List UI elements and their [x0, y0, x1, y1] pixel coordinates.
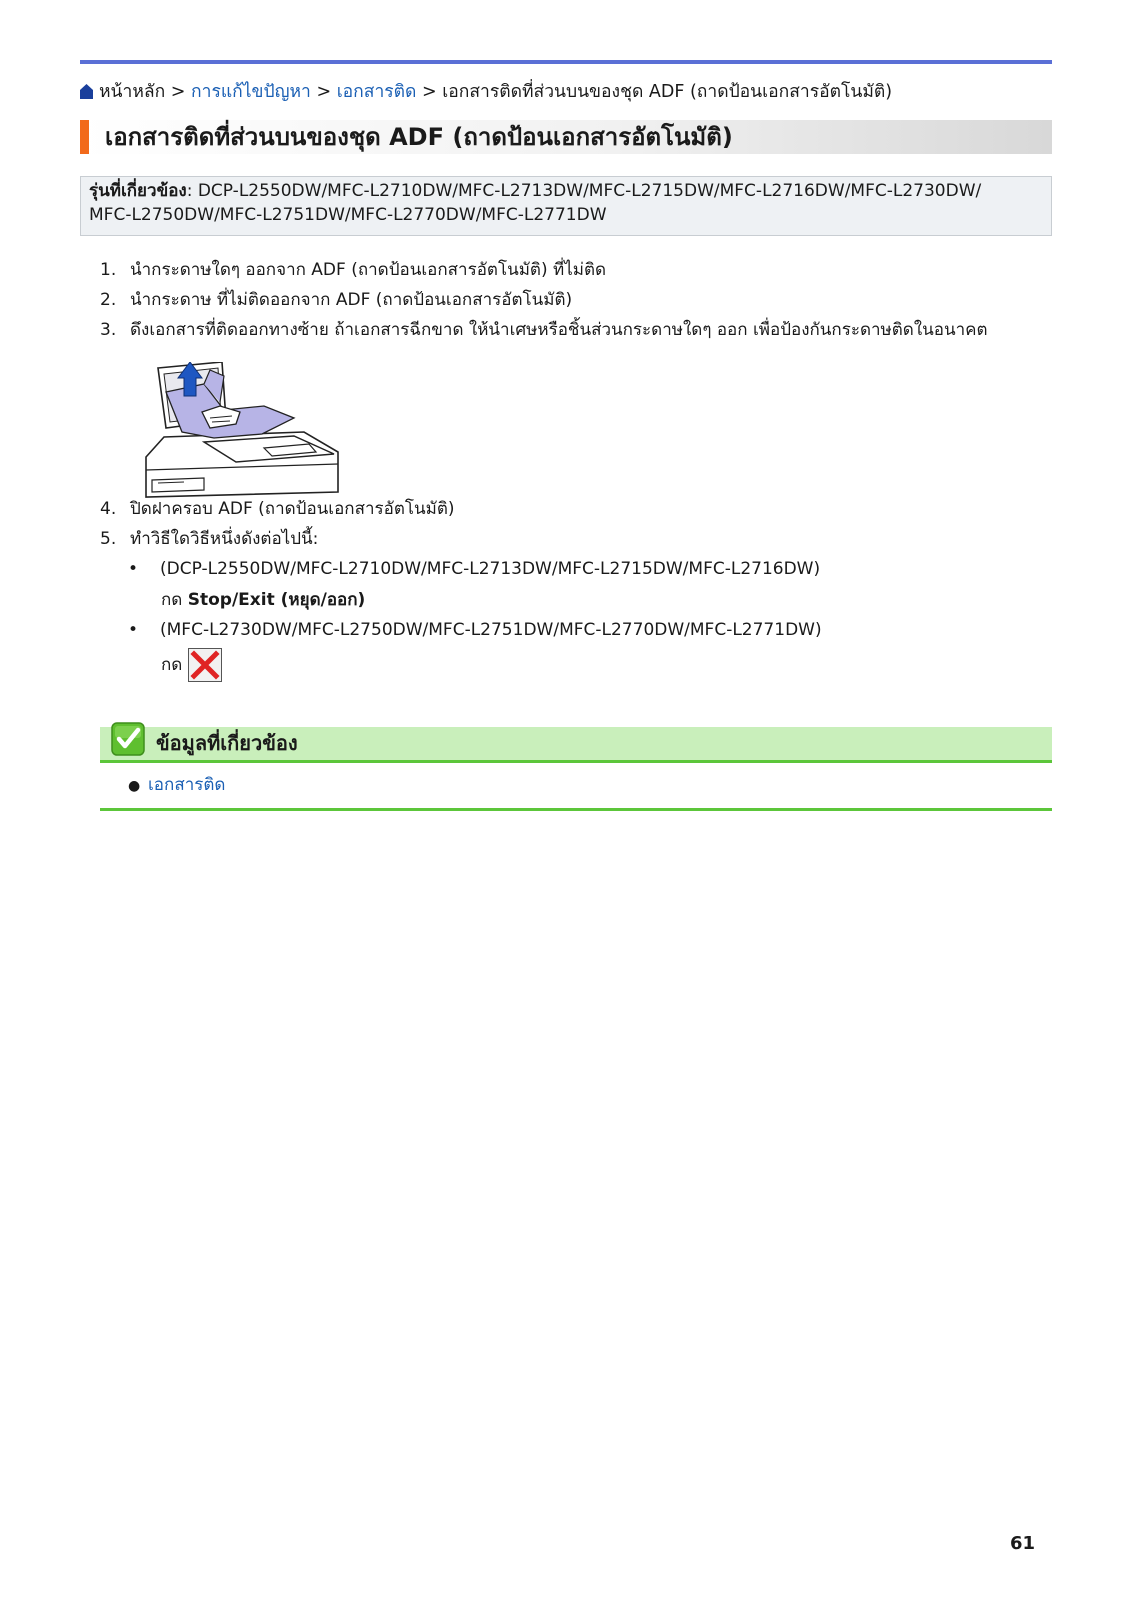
step-3 [100, 318, 988, 342]
bullet: • [128, 559, 139, 579]
option-1-instruction [161, 588, 365, 612]
home-icon[interactable] [80, 84, 93, 99]
step-text: นำกระดาษใดๆ ออกจาก ADF (ถาดป้อนเอกสารอัตโนมัติ) ที่ไม่ติด [130, 260, 607, 280]
step-text: ปิดฝาครอบ ADF (ถาดป้อนเอกสารอัตโนมัติ) [130, 499, 455, 519]
step-text: ดึงเอกสารที่ติดออกทางซ้าย ถ้าเอกสารฉีกขาด ให้นำเศษหรือชิ้นส่วนกระดาษใดๆ ออก เพื่อป้องกันกระดาษติดในอนาคต [130, 320, 988, 340]
option-models-text: (MFC-L2730DW/MFC-L2750DW/MFC-L2751DW/MFC-L2770DW/MFC-L2771DW) [160, 620, 822, 640]
related-link-document-jam[interactable]: เอกสารติด [148, 775, 226, 795]
models-colon: : [186, 181, 198, 201]
option-1-models [128, 557, 820, 581]
breadcrumb-separator: > [316, 82, 332, 102]
checkmark-icon [110, 721, 146, 757]
models-label: รุ่นที่เกี่ยวข้อง [89, 181, 187, 201]
step-number: 3. [100, 320, 117, 340]
step-2 [100, 288, 572, 312]
breadcrumb-current: เอกสารติดที่ส่วนบนของชุด ADF (ถาดป้อนเอกสารอัตโนมัติ) [442, 82, 893, 102]
step-1 [100, 258, 606, 282]
option-2-models [128, 618, 822, 642]
top-rule [80, 60, 1052, 64]
step-number: 1. [100, 260, 117, 280]
bullet: • [128, 620, 139, 640]
title-accent [80, 120, 89, 154]
step-number: 2. [100, 290, 117, 310]
stop-x-icon [188, 648, 222, 682]
page-title: เอกสารติดที่ส่วนบนของชุด ADF (ถาดป้อนเอกสารอัตโนมัติ) [105, 123, 733, 151]
step-5 [100, 527, 318, 551]
step-number: 5. [100, 529, 117, 549]
press-label: กด [161, 590, 183, 610]
related-models-box [80, 176, 1052, 236]
press-label: กด [161, 655, 183, 675]
related-link-item [128, 773, 225, 798]
step-text: ทำวิธีใดวิธีหนึ่งดังต่อไปนี้: [130, 529, 319, 549]
related-info-heading: ข้อมูลที่เกี่ยวข้อง [156, 731, 298, 755]
adf-jam-illustration [144, 362, 340, 502]
models-line-2: MFC-L2750DW/MFC-L2751DW/MFC-L2770DW/MFC-L2771DW [89, 205, 607, 225]
page-number: 61 [1010, 1533, 1036, 1554]
bottom-rule [100, 808, 1052, 811]
breadcrumb [80, 80, 1060, 104]
step-number: 4. [100, 499, 117, 519]
breadcrumb-separator: > [170, 82, 186, 102]
step-4 [100, 497, 455, 521]
bullet: ● [128, 778, 141, 794]
title-bar [80, 120, 1052, 154]
option-2-instruction [161, 648, 222, 682]
models-line-1: DCP-L2550DW/MFC-L2710DW/MFC-L2713DW/MFC-L2715DW/MFC-L2716DW/MFC-L2730DW/ [197, 181, 982, 201]
step-text: นำกระดาษ ที่ไม่ติดออกจาก ADF (ถาดป้อนเอกสารอัตโนมัติ) [130, 290, 573, 310]
breadcrumb-separator: > [422, 82, 437, 102]
breadcrumb-link-document-jam[interactable]: เอกสารติด [336, 82, 417, 102]
breadcrumb-home[interactable]: หน้าหลัก [99, 82, 166, 102]
option-models-text: (DCP-L2550DW/MFC-L2710DW/MFC-L2713DW/MFC-L2715DW/MFC-L2716DW) [160, 559, 821, 579]
breadcrumb-link-troubleshooting[interactable]: การแก้ไขปัญหา [191, 82, 311, 102]
related-info-header [100, 727, 1052, 763]
stop-exit-key: Stop/Exit (หยุด/ออก) [187, 590, 366, 610]
